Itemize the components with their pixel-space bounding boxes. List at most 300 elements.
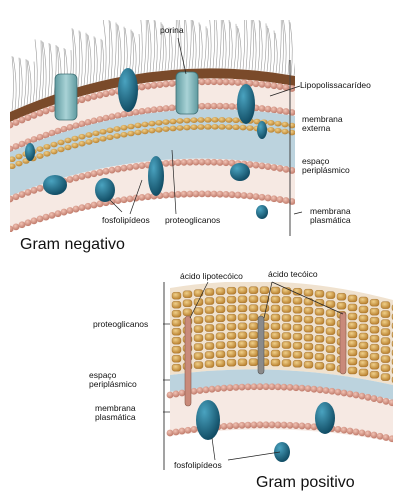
phospholipid-head bbox=[49, 212, 56, 219]
peptidoglycan-unit bbox=[205, 361, 214, 368]
peptidoglycan-unit bbox=[205, 334, 214, 341]
peptidoglycan-unit bbox=[271, 350, 280, 357]
peptidoglycan-unit bbox=[238, 350, 247, 357]
phospholipid-head bbox=[305, 385, 312, 392]
label-proteoglicanos: proteoglicanos bbox=[165, 215, 221, 225]
peptidoglycan-unit bbox=[348, 358, 357, 365]
title-gram-positivo: Gram positivo bbox=[256, 474, 355, 491]
peptidoglycan-unit bbox=[293, 351, 302, 358]
peptidoglycan-unit bbox=[50, 149, 57, 155]
peptidoglycan-unit bbox=[194, 353, 203, 360]
peptidoglycan-unit bbox=[304, 343, 313, 350]
lps-chain bbox=[282, 15, 284, 74]
peptidoglycan-unit bbox=[204, 124, 211, 130]
peptidoglycan-unit bbox=[315, 362, 324, 369]
lps-chain bbox=[275, 33, 277, 73]
phospholipid-head bbox=[271, 107, 278, 114]
phospholipid-head bbox=[61, 209, 68, 216]
phospholipid-head bbox=[265, 163, 272, 170]
phospholipid-head bbox=[181, 159, 188, 166]
peptidoglycan-unit bbox=[205, 298, 214, 305]
phospholipid-head bbox=[259, 105, 266, 112]
phospholipid-head bbox=[205, 191, 212, 198]
peptidoglycan-unit bbox=[260, 305, 269, 312]
peptidoglycan-unit bbox=[218, 117, 225, 123]
phospholipid-head bbox=[37, 110, 44, 117]
peptidoglycan-unit bbox=[315, 344, 324, 351]
teichoic-acid bbox=[258, 316, 264, 374]
peptidoglycan-unit bbox=[282, 324, 291, 331]
peptidoglycan-unit bbox=[249, 314, 258, 321]
peptidoglycan-unit bbox=[205, 343, 214, 350]
peptidoglycan-unit bbox=[216, 360, 225, 367]
lps-chain bbox=[234, 24, 236, 69]
phospholipid-head bbox=[187, 191, 194, 198]
peptidoglycan-unit bbox=[227, 287, 236, 294]
phospholipid-head bbox=[109, 89, 116, 96]
peptidoglycan-unit bbox=[315, 290, 324, 297]
phospholipid-head bbox=[203, 386, 210, 393]
phospholipid-head bbox=[341, 427, 348, 434]
phospholipid-head bbox=[247, 193, 254, 200]
peptidoglycan-unit bbox=[246, 125, 253, 131]
phospholipid-head bbox=[257, 421, 264, 428]
peptidoglycan-unit bbox=[211, 117, 218, 123]
lps-chain bbox=[84, 33, 86, 86]
phospholipid-head bbox=[91, 170, 98, 177]
lps-chain bbox=[24, 59, 26, 106]
peptidoglycan-unit bbox=[304, 352, 313, 359]
label-acido-lipotecoico: ácido lipotecóico bbox=[180, 271, 243, 281]
phospholipid-head bbox=[227, 384, 234, 391]
peptidoglycan-unit bbox=[304, 298, 313, 305]
peptidoglycan-unit bbox=[216, 333, 225, 340]
phospholipid-head bbox=[269, 383, 276, 390]
peptidoglycan-unit bbox=[288, 130, 295, 136]
peptidoglycan-unit bbox=[85, 139, 92, 145]
lps-chain bbox=[252, 14, 254, 70]
peptidoglycan-unit bbox=[315, 308, 324, 315]
phospholipid-head bbox=[179, 428, 186, 435]
phospholipid-head bbox=[211, 191, 218, 198]
peptidoglycan-unit bbox=[172, 355, 181, 362]
label-membrana-plasmatica-gp: membrana plasmática bbox=[95, 403, 136, 423]
peptidoglycan-unit bbox=[216, 288, 225, 295]
peptidoglycan-unit bbox=[50, 142, 57, 148]
lps-chain bbox=[12, 56, 14, 111]
phospholipid-head bbox=[277, 196, 284, 203]
phospholipid-head bbox=[283, 197, 290, 204]
phospholipid-head bbox=[163, 81, 170, 88]
lps-chain bbox=[78, 30, 80, 87]
phospholipid-head bbox=[167, 392, 174, 399]
peptidoglycan-unit bbox=[381, 365, 390, 372]
peptidoglycan-unit bbox=[120, 132, 127, 138]
phospholipid-head bbox=[85, 95, 92, 102]
phospholipid-head bbox=[259, 194, 266, 201]
phospholipid-head bbox=[223, 79, 230, 86]
peptidoglycan-unit bbox=[172, 364, 181, 371]
phospholipid-head bbox=[121, 165, 128, 172]
peptidoglycan-unit bbox=[238, 332, 247, 339]
lps-chain bbox=[213, 9, 215, 68]
peptidoglycan-unit bbox=[326, 337, 335, 344]
phospholipid-head bbox=[145, 107, 152, 114]
peptidoglycan-unit bbox=[249, 323, 258, 330]
peptidoglycan-unit bbox=[57, 147, 64, 153]
peptidoglycan-unit bbox=[271, 287, 280, 294]
lps-chain bbox=[80, 32, 82, 87]
phospholipid-head bbox=[55, 210, 62, 217]
peptidoglycan-unit bbox=[348, 313, 357, 320]
phospholipid-head bbox=[221, 423, 228, 430]
peptidoglycan-unit bbox=[381, 320, 390, 327]
lps-chain bbox=[108, 20, 110, 80]
phospholipid-head bbox=[157, 106, 164, 113]
peptidoglycan-unit bbox=[348, 367, 357, 374]
lps-chain bbox=[50, 44, 52, 96]
peptidoglycan-unit bbox=[370, 299, 379, 306]
peptidoglycan-unit bbox=[71, 143, 78, 149]
peptidoglycan-unit bbox=[359, 324, 368, 331]
peptidoglycan-unit bbox=[326, 364, 335, 371]
peptidoglycan-unit bbox=[238, 287, 247, 294]
phospholipid-head bbox=[335, 426, 342, 433]
peptidoglycan-unit bbox=[359, 360, 368, 367]
label-membrana-plasmatica: membrana plasmática bbox=[310, 206, 351, 226]
lps-chain bbox=[103, 18, 106, 80]
phospholipid-head bbox=[169, 80, 176, 87]
phospholipid-head bbox=[305, 423, 312, 430]
membrane-protein bbox=[230, 163, 250, 181]
phospholipid-head bbox=[293, 384, 300, 391]
phospholipid-head bbox=[139, 194, 146, 201]
phospholipid-head bbox=[251, 383, 258, 390]
periplasmic-protein bbox=[25, 143, 35, 161]
label-fosfolipideos-gp: fosfolipídeos bbox=[174, 460, 222, 470]
peptidoglycan-unit bbox=[216, 306, 225, 313]
phospholipid-head bbox=[175, 191, 182, 198]
peptidoglycan-unit bbox=[281, 122, 288, 128]
peptidoglycan-unit bbox=[239, 125, 246, 131]
phospholipid-head bbox=[365, 431, 372, 438]
peptidoglycan-unit bbox=[348, 304, 357, 311]
peptidoglycan-unit bbox=[370, 371, 379, 378]
phospholipid-head bbox=[97, 92, 104, 99]
peptidoglycan-unit bbox=[194, 290, 203, 297]
phospholipid-head bbox=[235, 79, 242, 86]
peptidoglycan-unit bbox=[293, 342, 302, 349]
peptidoglycan-unit bbox=[370, 335, 379, 342]
peptidoglycan-unit bbox=[304, 316, 313, 323]
phospholipid-head bbox=[275, 422, 282, 429]
porin-left bbox=[55, 74, 77, 120]
lps-chain bbox=[123, 27, 125, 77]
peptidoglycan-unit bbox=[172, 292, 181, 299]
peptidoglycan-unit bbox=[282, 315, 291, 322]
phospholipid-head bbox=[43, 214, 50, 221]
lipoteichoic-acid bbox=[185, 316, 191, 406]
phospholipid-head bbox=[157, 81, 164, 88]
phospholipid-head bbox=[163, 192, 170, 199]
phospholipid-head bbox=[217, 159, 224, 166]
lps-chain bbox=[204, 26, 206, 68]
phospholipid-head bbox=[269, 421, 276, 428]
lps-chain bbox=[219, 13, 221, 68]
phospholipid-head bbox=[73, 175, 80, 182]
phospholipid-head bbox=[97, 169, 104, 176]
peptidoglycan-unit bbox=[216, 297, 225, 304]
phospholipid-head bbox=[139, 162, 146, 169]
phospholipid-head bbox=[277, 107, 284, 114]
lps-chain bbox=[87, 34, 89, 85]
phospholipid-head bbox=[31, 187, 38, 194]
peptidoglycan-unit bbox=[370, 344, 379, 351]
peptidoglycan-unit bbox=[162, 119, 169, 125]
lps-chain bbox=[192, 19, 194, 69]
phospholipid-head bbox=[287, 422, 294, 429]
peptidoglycan-unit bbox=[370, 317, 379, 324]
peptidoglycan-unit bbox=[176, 118, 183, 124]
gram-positive-membrane-protein bbox=[196, 400, 220, 440]
peptidoglycan-unit bbox=[15, 154, 22, 160]
lps-chain bbox=[294, 25, 296, 76]
phospholipid-head bbox=[151, 106, 158, 113]
phospholipid-head bbox=[233, 422, 240, 429]
peptidoglycan-unit bbox=[92, 138, 99, 144]
phospholipid-head bbox=[239, 422, 246, 429]
phospholipid-head bbox=[217, 103, 224, 110]
peptidoglycan-unit bbox=[249, 359, 258, 366]
peptidoglycan-unit bbox=[232, 117, 239, 123]
phospholipid-head bbox=[127, 195, 134, 202]
peptidoglycan-unit bbox=[348, 322, 357, 329]
peptidoglycan-unit bbox=[216, 351, 225, 358]
peptidoglycan-unit bbox=[315, 299, 324, 306]
peptidoglycan-unit bbox=[85, 132, 92, 138]
peptidoglycan-unit bbox=[172, 310, 181, 317]
label-acido-tecoico: ácido tecóico bbox=[268, 269, 318, 279]
lps-chain bbox=[95, 38, 97, 83]
lps-chain bbox=[174, 8, 176, 70]
phospholipid-head bbox=[187, 159, 194, 166]
phospholipid-head bbox=[169, 160, 176, 167]
peptidoglycan-unit bbox=[113, 126, 120, 132]
lps-chain bbox=[144, 14, 146, 73]
porin-right bbox=[176, 72, 198, 114]
peptidoglycan-unit bbox=[216, 342, 225, 349]
phospholipid-head bbox=[265, 195, 272, 202]
peptidoglycan-unit bbox=[282, 333, 291, 340]
peptidoglycan-unit bbox=[238, 341, 247, 348]
peptidoglycan-unit bbox=[348, 349, 357, 356]
peptidoglycan-unit bbox=[64, 145, 71, 151]
peptidoglycan-unit bbox=[238, 314, 247, 321]
phospholipid-head bbox=[229, 191, 236, 198]
peptidoglycan-unit bbox=[359, 333, 368, 340]
phospholipid-head bbox=[353, 392, 360, 399]
phospholipid-head bbox=[115, 197, 122, 204]
phospholipid-head bbox=[133, 163, 140, 170]
phospholipid-head bbox=[299, 423, 306, 430]
phospholipid-head bbox=[271, 195, 278, 202]
phospholipid-head bbox=[211, 103, 218, 110]
phospholipid-head bbox=[199, 78, 206, 85]
membrane-protein bbox=[43, 175, 67, 195]
peptidoglycan-unit bbox=[141, 129, 148, 135]
peptidoglycan-unit bbox=[370, 353, 379, 360]
phospholipid-head bbox=[67, 176, 74, 183]
lps-chain bbox=[93, 36, 95, 83]
lps-chain bbox=[237, 26, 239, 69]
phospholipid-head bbox=[7, 196, 14, 203]
peptidoglycan-unit bbox=[337, 302, 346, 309]
peptidoglycan-unit bbox=[99, 129, 106, 135]
peptidoglycan-unit bbox=[326, 292, 335, 299]
lps-chain bbox=[198, 22, 200, 68]
phospholipid-head bbox=[209, 386, 216, 393]
peptidoglycan-unit bbox=[271, 305, 280, 312]
peptidoglycan-unit bbox=[304, 289, 313, 296]
phospholipid-head bbox=[31, 217, 38, 224]
peptidoglycan-unit bbox=[249, 287, 258, 294]
peptidoglycan-unit bbox=[282, 297, 291, 304]
phospholipid-head bbox=[347, 428, 354, 435]
phospholipid-head bbox=[359, 393, 366, 400]
peptidoglycan-unit bbox=[326, 310, 335, 317]
phospholipid-head bbox=[371, 395, 378, 402]
peptidoglycan-unit bbox=[227, 359, 236, 366]
phospholipid-head bbox=[173, 391, 180, 398]
label-espaco-periplasmico: espaço periplásmico bbox=[302, 156, 350, 176]
lps-chain bbox=[147, 16, 149, 73]
lps-chain bbox=[110, 21, 112, 79]
lps-chain bbox=[153, 19, 155, 72]
peptidoglycan-unit bbox=[293, 324, 302, 331]
lps-chain bbox=[155, 21, 157, 72]
phospholipid-head bbox=[217, 78, 224, 85]
phospholipid-head bbox=[347, 391, 354, 398]
lps-chain bbox=[102, 40, 104, 81]
peptidoglycan-unit bbox=[172, 337, 181, 344]
peptidoglycan-unit bbox=[155, 120, 162, 126]
peptidoglycan-unit bbox=[249, 350, 258, 357]
phospholipid-head bbox=[7, 122, 14, 129]
peptidoglycan-unit bbox=[194, 335, 203, 342]
peptidoglycan-unit bbox=[194, 326, 203, 333]
lps-chain bbox=[33, 62, 35, 103]
periplasmic-protein bbox=[257, 121, 267, 139]
peptidoglycan-unit bbox=[183, 125, 190, 131]
lps-chain bbox=[264, 23, 266, 71]
phospholipid-head bbox=[13, 193, 20, 200]
peptidoglycan-unit bbox=[205, 325, 214, 332]
peptidoglycan-unit bbox=[381, 311, 390, 318]
phospholipid-head bbox=[257, 383, 264, 390]
gram-positive-wall bbox=[167, 281, 393, 462]
peptidoglycan-unit bbox=[218, 124, 225, 130]
phospholipid-head bbox=[25, 219, 32, 226]
peptidoglycan-unit bbox=[238, 359, 247, 366]
peptidoglycan-unit bbox=[8, 156, 15, 162]
lps-chain bbox=[18, 58, 20, 109]
phospholipid-head bbox=[191, 388, 198, 395]
peptidoglycan-unit bbox=[271, 296, 280, 303]
peptidoglycan-unit bbox=[315, 326, 324, 333]
peptidoglycan-unit bbox=[304, 307, 313, 314]
phospholipid-head bbox=[25, 114, 32, 121]
peptidoglycan-unit bbox=[238, 296, 247, 303]
phospholipid-head bbox=[173, 429, 180, 436]
phospholipid-head bbox=[163, 105, 170, 112]
phospholipid-head bbox=[317, 386, 324, 393]
peptidoglycan-unit bbox=[183, 291, 192, 298]
phospholipid-head bbox=[19, 117, 26, 124]
membrane-protein bbox=[95, 178, 115, 202]
peptidoglycan-unit bbox=[216, 315, 225, 322]
peptidoglycan-unit bbox=[134, 123, 141, 129]
peptidoglycan-unit bbox=[293, 315, 302, 322]
peptidoglycan-unit bbox=[348, 295, 357, 302]
lps-chain bbox=[245, 10, 247, 70]
phospholipid-head bbox=[163, 160, 170, 167]
phospholipid-head bbox=[79, 173, 86, 180]
peptidoglycan-unit bbox=[293, 306, 302, 313]
lps-chain bbox=[207, 28, 209, 68]
peptidoglycan-unit bbox=[205, 307, 214, 314]
phospholipid-head bbox=[139, 84, 146, 91]
phospholipid-head bbox=[205, 159, 212, 166]
phospholipid-head bbox=[167, 430, 174, 437]
phospholipid-head bbox=[233, 384, 240, 391]
peptidoglycan-unit bbox=[348, 331, 357, 338]
phospholipid-head bbox=[259, 162, 266, 169]
gram-positive-membrane-protein bbox=[315, 402, 335, 434]
peptidoglycan-unit bbox=[78, 134, 85, 140]
peptidoglycan-unit bbox=[293, 360, 302, 367]
peptidoglycan-unit bbox=[227, 296, 236, 303]
peptidoglycan-unit bbox=[315, 335, 324, 342]
peptidoglycan-unit bbox=[381, 374, 390, 381]
phospholipid-head bbox=[193, 191, 200, 198]
phospholipid-head bbox=[199, 159, 206, 166]
peptidoglycan-unit bbox=[183, 118, 190, 124]
peptidoglycan-unit bbox=[381, 356, 390, 363]
peptidoglycan-unit bbox=[227, 323, 236, 330]
lps-chain bbox=[48, 43, 50, 97]
phospholipid-head bbox=[253, 162, 260, 169]
peptidoglycan-unit bbox=[36, 153, 43, 159]
peptidoglycan-unit bbox=[120, 125, 127, 131]
peptidoglycan-unit bbox=[227, 305, 236, 312]
phospholipid-head bbox=[133, 109, 140, 116]
phospholipid-head bbox=[127, 164, 134, 171]
lps-chain bbox=[260, 21, 262, 71]
peptidoglycan-unit bbox=[348, 340, 357, 347]
peptidoglycan-unit bbox=[211, 124, 218, 130]
phospholipid-head bbox=[85, 172, 92, 179]
peptidoglycan-unit bbox=[271, 341, 280, 348]
peptidoglycan-unit bbox=[172, 346, 181, 353]
phospholipid-head bbox=[7, 226, 14, 233]
peptidoglycan-unit bbox=[249, 332, 258, 339]
peptidoglycan-unit bbox=[238, 305, 247, 312]
peptidoglycan-unit bbox=[92, 131, 99, 137]
lps-chain bbox=[117, 24, 119, 78]
peptidoglycan-unit bbox=[232, 124, 239, 130]
phospholipid-head bbox=[217, 191, 224, 198]
phospholipid-head bbox=[109, 167, 116, 174]
